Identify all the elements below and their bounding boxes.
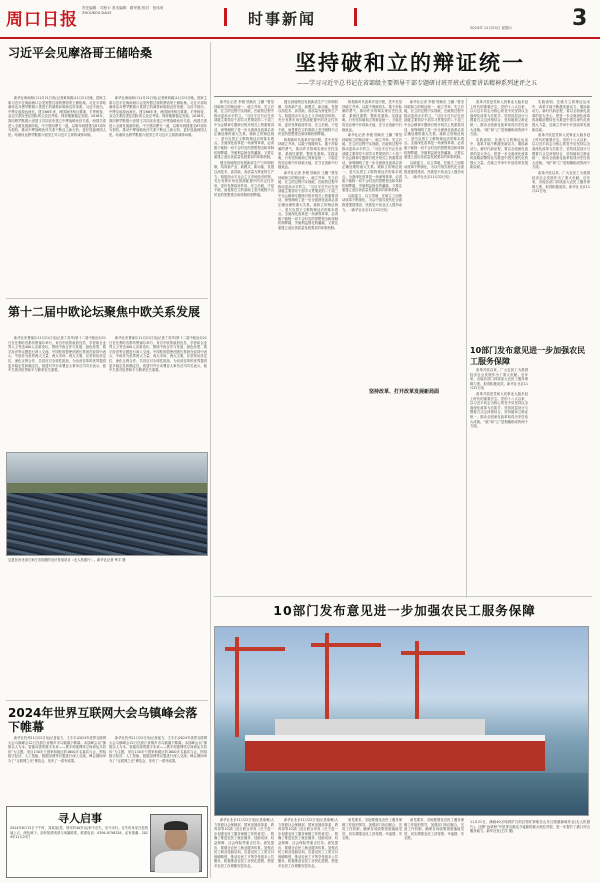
article-body-continued: 新华社杭州11月22日电(记者崔力、王丰丰)2024年世界互联网大会乌镇峰会22日在浙江省桐乡市乌镇落下帷幕。本届峰会以“拥抱以人为本、智能向善的数字未来——携手构建网络空间命运共同体”为主题，来自130多个国家和地区的1600多名嘉宾与会，围绕数字经济、人工智能、数据治理等议题进行深入交流。峰会期间举办了“互联网之光”博览会，发布了一系列成果。: [109, 736, 207, 763]
main-headline: 坚持破和立的辩证统一: [295, 50, 525, 75]
migrant-article-col3: 意见要求，各地要强化农民工服务保障工作组织领导，加强部门协同配合，完善工作机制，确保各项政策措施落地见效，切实增强农民工获得感、幸福感、安全感。: [342, 818, 402, 841]
main-article-col3: 纵观新时代改革开放历程，党中央坚持破立并举，以敢于啃硬骨头、敢于涉险滩的勇气，推动许多领域实现历史性变革、系统性重塑、整体性重构。实践证明，只有坚持破和立的辩证统一，才能在攻坚克难中开辟新天地，在守正创新中行稳致远。 新华社记者 李俊 邬焕庆 王鹏 “要坚持破和立的辩证统一，破立并举、先立后破，在立的过程中实现破，在破的过程中推动更高水平的立。”习近平总书记在省部级主要领导干部学习贯彻党的二十届三中全会精神专题研讨班开班式上的重要讲话，深刻阐明了进一步全面深化改革必须正确处理的重大关系。破和立的辩证统一，是马克思主义唯物辩证法的基本观点。全面深化改革是一场深刻革命，必须敢于破除一切不合时宜的思想观念和体制机制弊端，突破利益固化的藩篱，又要注重建立适应高质量发展要求的体制机制。 以破促立、以立带破，在破立之间推动改革不断深化，为以中国式现代化全面推进强国建设、民族复兴伟业注入强劲动力。（新华社北京11月22日电）: [342, 100, 402, 212]
issue-date: 2024年 11月23日 星期六: [470, 26, 513, 30]
photo-water: [215, 773, 588, 816]
masthead-info: [82, 6, 163, 16]
photo-sky: [7, 453, 207, 487]
article-body: 新华社杭州11月22日电(记者崔力、王丰丰)2024年世界互联网大会乌镇峰会22日在浙江省桐乡市乌镇落下帷幕。本届峰会以“拥抱以人为本、智能向善的数字未来——携手构建网络空间命运共同体”为主题，来自130多个国家和地区的1600多名嘉宾与会，围绕数字经济、人工智能、数据治理等议题进行深入交流。峰会期间举办了“互联网之光”博览会，发布了一系列成果。: [8, 736, 106, 763]
right-article-col1: 改革开放是党和人民事业大踏步赶上时代的重要法宝。党的十八大以来，以习近平同志为核心的党中央坚持以全面深化改革为总抓手，坚持顶层设计与摸着石头过河相结合，坚持破和立辩证统一，推动全面深化改革取得历史性伟大成就。“破”和“立”是相辅相成的两个方面。 实践表明，在破与立的辩证运动中，改革才能不断激发新活力、增添新动力。新时代新征程，要以全面深化改革的更大决心，把进一步全面深化改革的战略部署转化为推进中国式现代化的强大力量，在破立并举中开创改革发展新局面。: [470, 100, 528, 170]
headline-wuzhen-summit: 2024年世界互联网大会乌镇峰会落下帷幕: [8, 706, 198, 734]
masthead-info-line: ZHOUKOU DAILY: [82, 11, 112, 15]
right-article-col2: 实践表明，在破与立的辩证运动中，改革才能不断激发新活力、增添新动力。新时代新征程，要以全面深化改革的更大决心，把进一步全面深化改革的战略部署转化为推进中国式现代化的强大力量，在破立并举中开创改革发展新局面。 改革开放是党和人民事业大踏步赶上时代的重要法宝。党的十八大以来，以习近平同志为核心的党中央坚持以全面深化改革为总抓手，坚持顶层设计与摸着石头过河相结合，坚持破和立辩证统一，推动全面深化改革取得历史性伟大成就。“破”和“立”是相辅相成的两个方面。 改革开放以来，广大农民工为我国经济社会发展作出了重大贡献。近年来，各地各部门持续加大农民工服务保障力度，取得积极成效。新华社北京11月22日电: [532, 100, 590, 194]
masthead-info-line: 责任编辑：司柏卡 美术编辑：路军强 校对：张伟荣: [82, 6, 164, 10]
missing-person-photo: [150, 814, 202, 872]
photo-crane: [235, 637, 239, 737]
notice-text: 2024年8月15日下午时，刘某某(男，现年约40岁)从家中走失，至今未归。走失时身穿白色短袖上衣，深色裤子。如有知情者请与家属联系，联系电话：0394-8756328，必有重谢。2024年11月23日: [10, 826, 148, 840]
sub-section-heading: 坚持改革、打开改革发展新局面: [368, 389, 439, 395]
photo-ship-hull: [245, 735, 545, 771]
notice-title: 寻人启事: [58, 812, 102, 825]
photo-crane: [311, 643, 381, 647]
photo-caption: 11月21日，满载40万吨铁矿石的巨型矿砂船在山东日照港卸载作业(无人机照片)。这艘“远荣海”号是青岛港迄今接卸的最大吨位货轮，进一步提升了港口综合服务能力。新华社发(王洋 摄): [470, 820, 590, 834]
article-divider: [6, 700, 208, 701]
section-bar-right: [354, 8, 357, 26]
masthead-divider: [0, 37, 600, 39]
article-body: 新华社海南海口11月21日电(记者黄尚霖)11月21日晚，国家主席习近平在海南海口会见短暂过境的摩洛哥王储哈桑。习近平请哈桑转达对穆罕默德六世国王的诚挚问候和良好祝愿。习近平指出，中摩友谊源远流长。建交66年来，两国始终相互尊重、平等相待，双边关系经受住国际风云变幻考验，保持健康稳定发展。2016年，我同穆罕默德六世国王共同宣布建立中摩战略伙伴关系，两国关系进入全面发展新阶段。中方愿同摩方一道，以明年两国建交67周年为契机，推动中摩战略伙伴关系不断迈上新台阶，更好造福两国人民。哈桑转达穆罕默德六世国王对习近平主席的诚挚问候。: [8, 96, 106, 137]
photo-crane: [225, 647, 285, 651]
column-divider: [210, 42, 211, 878]
headline-xi-meets-prince: 习近平会见摩洛哥王储哈桑: [8, 46, 153, 60]
article-body-continued: 新华社布鲁塞尔11月21日电(记者丁英华)第十二届中欧论坛21日在比利时首都布鲁塞尔举行，来自中欧的政府官员、学者和企业界人士等近400人出席论坛，围绕中欧合作与发展、绿色转型、数字经济等议题进行深入交流。中国驻欧盟使团团长蔡润在致辞中表示，中欧作为世界两大力量、两大市场、两大文明，应坚持伙伴定位，深化互利合作，共同应对全球性挑战，为动荡变革的世界提供更多稳定性和确定性。欧盟对外行动署亚太事务总司司长表示，欧中关系对世界和平与繁荣至关重要。: [109, 336, 207, 373]
article-body-continued: 新华社海南海口11月21日电(记者黄尚霖)11月21日晚，国家主席习近平在海南海口会见短暂过境的摩洛哥王储哈桑。习近平请哈桑转达对穆罕默德六世国王的诚挚问候和良好祝愿。习近平指出，中摩友谊源远流长。建交66年来，两国始终相互尊重、平等相待，双边关系经受住国际风云变幻考验，保持健康稳定发展。2016年，我同穆罕默德六世国王共同宣布建立中摩战略伙伴关系，两国关系进入全面发展新阶段。中方愿同摩方一道，以明年两国建交67周年为契机，推动中摩战略伙伴关系不断迈上新台阶，更好造福两国人民。哈桑转达穆罕默德六世国王对习近平主席的诚挚问候。: [109, 96, 207, 137]
headline-china-eu-forum: 第十二届中欧论坛聚焦中欧关系发展: [8, 305, 201, 319]
main-subheadline: ——学习习近平总书记在省部级主要领导干部专题研讨班开班式重要讲话精神系列述评之五: [296, 80, 537, 87]
migrant-article-col4: 意见要求，各地要强化农民工服务保障工作组织领导，加强部门协同配合，完善工作机制，确保各项政策措施落地见效，切实增强农民工获得感、幸福感、安全感。: [404, 818, 464, 841]
section-bar-left: [224, 8, 227, 26]
column-divider: [466, 98, 467, 598]
photo-shirt: [155, 851, 199, 873]
right-article-col3: 改革开放以来，广大农民工为我国经济社会发展作出了重大贡献。近年来，各地各部门持续加大农民工服务保障力度，取得积极成效。新华社北京11月22日电 改革开放是党和人民事业大踏步赶上时代的重要法宝。党的十八大以来，以习近平同志为核心的党中央坚持以全面深化改革为总抓手，坚持顶层设计与摸着石头过河相结合，坚持破和立辩证统一，推动全面深化改革取得历史性伟大成就。“破”和“立”是相辅相成的两个方面。: [470, 368, 528, 429]
main-article-col4: 新华社记者 李俊 邬焕庆 王鹏 “要坚持破和立的辩证统一，破立并举、先立后破，在立的过程中实现破，在破的过程中推动更高水平的立。”习近平总书记在省部级主要领导干部学习贯彻党的二十届三中全会精神专题研讨班开班式上的重要讲话，深刻阐明了进一步全面深化改革必须正确处理的重大关系。破和立的辩证统一，是马克思主义唯物辩证法的基本观点。全面深化改革是一场深刻革命，必须敢于破除一切不合时宜的思想观念和体制机制弊端，突破利益固化的藩篱，又要注重建立适应高质量发展要求的体制机制。 以破促立、以立带破，在破立之间推动改革不断深化，为以中国式现代化全面推进强国建设、民族复兴伟业注入强劲动力。（新华社北京11月22日电）: [404, 100, 464, 179]
article-divider: [214, 596, 592, 597]
newspaper-logo: 周口日报: [6, 10, 78, 30]
page-number: 3: [572, 6, 588, 31]
article-divider: [6, 298, 208, 299]
photo-bank: [7, 483, 207, 493]
photo-caption: 这是在河北省石家庄市拍摄的光伏发电项目（无人机照片）。新华社记者 牟宇 摄: [8, 558, 126, 562]
solar-farm-photo: [6, 452, 208, 556]
port-ship-photo: [214, 626, 589, 816]
subheadline-rule: [214, 96, 592, 97]
section-title: 时事新闻: [248, 10, 317, 28]
photo-hair: [164, 821, 188, 830]
photo-crane: [401, 651, 465, 655]
headline-migrant-workers: 10部门发布意见进一步加强农民工服务保障: [273, 603, 536, 618]
article-body: 新华社布鲁塞尔11月21日电(记者丁英华)第十二届中欧论坛21日在比利时首都布鲁塞尔举行，来自中欧的政府官员、学者和企业界人士等近400人出席论坛，围绕中欧合作与发展、绿色转型、数字经济等议题进行深入交流。中国驻欧盟使团团长蔡润在致辞中表示，中欧作为世界两大力量、两大市场、两大文明，应坚持伙伴定位，深化互利合作，共同应对全球性挑战，为动荡变革的世界提供更多稳定性和确定性。欧盟对外行动署亚太事务总司司长表示，欧中关系对世界和平与繁荣至关重要。: [8, 336, 106, 373]
migrant-article-col2: 新华社北京11月22日电(记者姜琳)人力资源社会保障部、国家发展改革委、教育部等10部门近日联合印发《关于进一步加强农民工服务保障工作的意见》，明确了推进农民工就业服务、技能培训、权益保障、社会保险等重点任务。意见提出，要健全农民工就业服务体系，加强农民工职业技能培训，完善农民工工资支付保障制度，推动农民工平等享受基本公共服务，积极推进农民工市民化进程，使更多农民工在城镇安居乐业。: [278, 818, 338, 868]
right-subheading: 10部门发布意见进一步加强农民工服务保障: [470, 346, 586, 366]
photo-ship-deck: [275, 719, 485, 735]
main-article-col1: 新华社记者 李俊 邬焕庆 王鹏 “要坚持破和立的辩证统一，破立并举、先立后破，在立的过程中实现破，在破的过程中推动更高水平的立。”习近平总书记在省部级主要领导干部学习贯彻党的二十届三中全会精神专题研讨班开班式上的重要讲话，深刻阐明了进一步全面深化改革必须正确处理的重大关系。破和立的辩证统一，是马克思主义唯物辩证法的基本观点。全面深化改革是一场深刻革命，必须敢于破除一切不合时宜的思想观念和体制机制弊端，突破利益固化的藩篱，又要注重建立适应高质量发展要求的体制机制。 健全因地制宜发展新质生产力体制机制，培育新产业、新模式、新动能，发展以高技术、高效能、高质量为特征的生产力。构建高水平社会主义市场经济体制，充分发挥市场在资源配置中的决定性作用，更好发挥政府作用。先立后破，不是不破，而是要在立的基础上坚决破除不合时宜的思想观念和体制机制弊端。: [214, 100, 274, 197]
main-article-col2: 健全因地制宜发展新质生产力体制机制，培育新产业、新模式、新动能，发展以高技术、高效能、高质量为特征的生产力。构建高水平社会主义市场经济体制，充分发挥市场在资源配置中的决定性作用，更好发挥政府作用。先立后破，不是不破，而是要在立的基础上坚决破除不合时宜的思想观念和体制机制弊端。 纵观新时代改革开放历程，党中央坚持破立并举，以敢于啃硬骨头、敢于涉险滩的勇气，推动许多领域实现历史性变革、系统性重塑、整体性重构。实践证明，只有坚持破和立的辩证统一，才能在攻坚克难中开辟新天地，在守正创新中行稳致远。 新华社记者 李俊 邬焕庆 王鹏 “要坚持破和立的辩证统一，破立并举、先立后破，在立的过程中实现破，在破的过程中推动更高水平的立。”习近平总书记在省部级主要领导干部学习贯彻党的二十届三中全会精神专题研讨班开班式上的重要讲话，深刻阐明了进一步全面深化改革必须正确处理的重大关系。破和立的辩证统一，是马克思主义唯物辩证法的基本观点。全面深化改革是一场深刻革命，必须敢于破除一切不合时宜的思想观念和体制机制弊端，突破利益固化的藩篱，又要注重建立适应高质量发展要求的体制机制。: [278, 100, 338, 231]
migrant-article-col1: 新华社北京11月22日电(记者姜琳)人力资源社会保障部、国家发展改革委、教育部等10部门近日联合印发《关于进一步加强农民工服务保障工作的意见》，明确了推进农民工就业服务、技能培训、权益保障、社会保险等重点任务。意见提出，要健全农民工就业服务体系，加强农民工职业技能培训，完善农民工工资支付保障制度，推动农民工平等享受基本公共服务，积极推进农民工市民化进程，使更多农民工在城镇安居乐业。: [214, 818, 274, 868]
